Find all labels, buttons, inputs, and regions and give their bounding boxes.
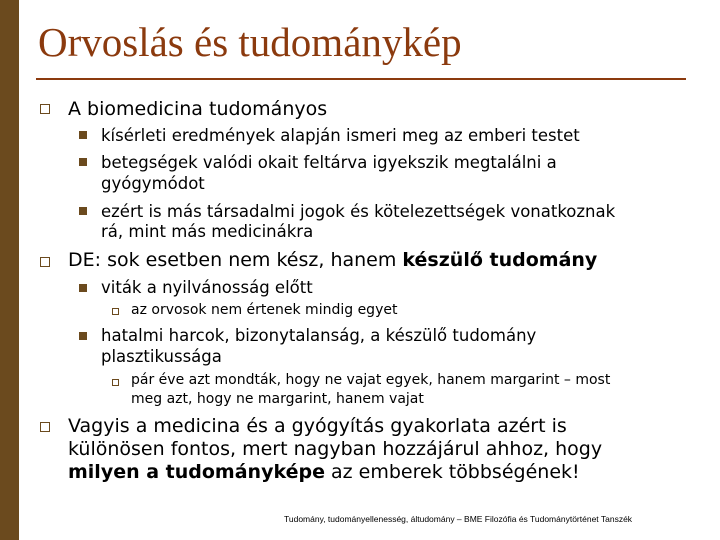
- sub-item-line: ezért is más társadalmi jogok és kötelezettségek vonatkoznak: [101, 202, 616, 221]
- slide-footer: Tudomány, tudományellenesség, áltudomány – BME Filozófia és Tudománytörténet Tanszék: [284, 514, 633, 524]
- item-text-bold: készülő tudomány: [402, 249, 598, 271]
- sub-sub-item-line: az orvosok nem értenek mindig egyet: [131, 302, 398, 318]
- sub-item-line: gyógymódot: [101, 174, 205, 193]
- bullet-square-icon: [40, 422, 50, 432]
- bullet-filled-icon: [79, 284, 87, 292]
- title-underline: [36, 78, 686, 80]
- item-text-bold: milyen a tudományképe: [68, 461, 325, 483]
- list-item-not-ready-science: [68, 249, 597, 272]
- sub-item-line: plasztikussága: [101, 347, 222, 366]
- sub-sub-item-line: pár éve azt mondták, hogy ne vajat egyek, hanem margarint – most: [131, 372, 611, 388]
- list-item-biomedicine: A biomedicina tudományos: [68, 98, 328, 120]
- bullet-square-icon: [40, 257, 50, 267]
- sub-item-line: kísérleti eredmények alapján ismeri meg az emberi testet: [101, 126, 580, 145]
- bullet-small-square-icon: [112, 379, 119, 386]
- sub-item-line: rá, mint más medicinákra: [101, 222, 314, 241]
- slide-title: Orvoslás és tudománykép: [38, 19, 462, 65]
- left-accent-bar: [0, 0, 19, 540]
- list-item-line: [68, 461, 580, 484]
- bullet-filled-icon: [79, 158, 87, 166]
- list-item-line: Vagyis a medicina és a gyógyítás gyakorlata azért is: [68, 415, 567, 437]
- bullet-small-square-icon: [112, 308, 119, 315]
- bullet-filled-icon: [79, 131, 87, 139]
- sub-item-line: viták a nyilvánosság előtt: [101, 278, 313, 297]
- item-text-plain: az emberek többségének!: [324, 461, 580, 483]
- bullet-filled-icon: [79, 207, 87, 215]
- list-item-line: különösen fontos, mert nagyban hozzájárul ahhoz, hogy: [68, 438, 603, 460]
- bullet-filled-icon: [79, 332, 87, 340]
- sub-item-line: hatalmi harcok, bizonytalanság, a készülő tudomány: [101, 326, 537, 345]
- sub-item-line: betegségek valódi okait feltárva igyekszik megtalálni a: [101, 153, 557, 172]
- sub-sub-item-line: meg azt, hogy ne margarint, hanem vajat: [131, 391, 424, 407]
- bullet-square-icon: [40, 104, 50, 114]
- item-text-plain: DE: sok esetben nem kész, hanem: [68, 249, 403, 271]
